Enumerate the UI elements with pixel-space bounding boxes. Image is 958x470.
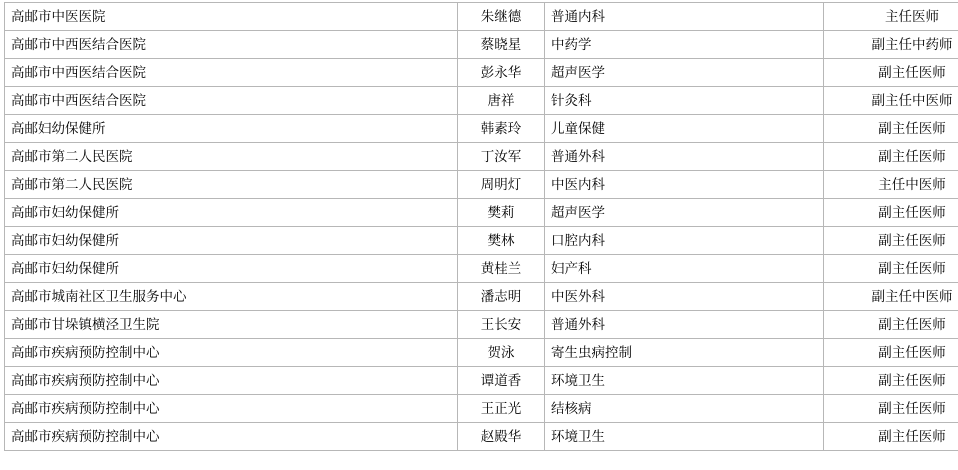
table-row <box>5 171 958 199</box>
cell-department: 针灸科 <box>545 87 824 115</box>
table-row <box>5 31 958 59</box>
table-row <box>5 227 958 255</box>
cell-title: 副主任医师 <box>824 395 958 423</box>
cell-title: 副主任中医师 <box>824 87 958 115</box>
cell-organization: 高邮市妇幼保健所 <box>5 227 458 255</box>
cell-name: 周明灯 <box>458 171 545 199</box>
cell-title: 副主任医师 <box>824 367 958 395</box>
cell-department: 环境卫生 <box>545 367 824 395</box>
cell-organization: 高邮市妇幼保健所 <box>5 199 458 227</box>
cell-title: 副主任医师 <box>824 143 958 171</box>
table-row <box>5 423 958 451</box>
cell-department: 结核病 <box>545 395 824 423</box>
cell-name: 樊林 <box>458 227 545 255</box>
cell-organization: 高邮市疾病预防控制中心 <box>5 339 458 367</box>
cell-name: 黄桂兰 <box>458 255 545 283</box>
cell-organization: 高邮市疾病预防控制中心 <box>5 395 458 423</box>
cell-title: 主任医师 <box>824 3 958 31</box>
cell-organization: 高邮市城南社区卫生服务中心 <box>5 283 458 311</box>
table-row <box>5 3 958 31</box>
table-row <box>5 367 958 395</box>
table-row <box>5 115 958 143</box>
cell-department: 儿童保健 <box>545 115 824 143</box>
cell-department: 超声医学 <box>545 59 824 87</box>
cell-name: 贺泳 <box>458 339 545 367</box>
cell-organization: 高邮市中西医结合医院 <box>5 59 458 87</box>
cell-name: 彭永华 <box>458 59 545 87</box>
table-body <box>5 3 958 451</box>
cell-title: 副主任医师 <box>824 311 958 339</box>
table-row <box>5 199 958 227</box>
cell-department: 普通内科 <box>545 3 824 31</box>
cell-organization: 高邮市第二人民医院 <box>5 143 458 171</box>
cell-title: 主任中医师 <box>824 171 958 199</box>
cell-department: 普通外科 <box>545 311 824 339</box>
cell-organization: 高邮市中西医结合医院 <box>5 31 458 59</box>
table-row <box>5 87 958 115</box>
cell-department: 寄生虫病控制 <box>545 339 824 367</box>
cell-title: 副主任医师 <box>824 227 958 255</box>
cell-title: 副主任中医师 <box>824 283 958 311</box>
cell-organization: 高邮市妇幼保健所 <box>5 255 458 283</box>
cell-department: 环境卫生 <box>545 423 824 451</box>
cell-title: 副主任医师 <box>824 339 958 367</box>
cell-title: 副主任中药师 <box>824 31 958 59</box>
cell-department: 普通外科 <box>545 143 824 171</box>
table-row <box>5 59 958 87</box>
personnel-table <box>4 2 958 451</box>
cell-name: 朱继德 <box>458 3 545 31</box>
cell-name: 潘志明 <box>458 283 545 311</box>
cell-organization: 高邮市甘垛镇横泾卫生院 <box>5 311 458 339</box>
cell-organization: 高邮妇幼保健所 <box>5 115 458 143</box>
cell-department: 妇产科 <box>545 255 824 283</box>
cell-organization: 高邮市中西医结合医院 <box>5 87 458 115</box>
table-row <box>5 255 958 283</box>
cell-organization: 高邮市第二人民医院 <box>5 171 458 199</box>
cell-department: 中医外科 <box>545 283 824 311</box>
cell-name: 赵殿华 <box>458 423 545 451</box>
cell-name: 蔡晓星 <box>458 31 545 59</box>
cell-title: 副主任医师 <box>824 423 958 451</box>
cell-organization: 高邮市中医医院 <box>5 3 458 31</box>
cell-department: 超声医学 <box>545 199 824 227</box>
cell-title: 副主任医师 <box>824 199 958 227</box>
cell-name: 王正光 <box>458 395 545 423</box>
cell-department: 口腔内科 <box>545 227 824 255</box>
table-row <box>5 143 958 171</box>
table-row <box>5 311 958 339</box>
cell-name: 唐祥 <box>458 87 545 115</box>
cell-name: 谭道香 <box>458 367 545 395</box>
cell-organization: 高邮市疾病预防控制中心 <box>5 423 458 451</box>
table-row <box>5 339 958 367</box>
cell-title: 副主任医师 <box>824 115 958 143</box>
cell-name: 丁汝军 <box>458 143 545 171</box>
table-row <box>5 283 958 311</box>
cell-organization: 高邮市疾病预防控制中心 <box>5 367 458 395</box>
cell-title: 副主任医师 <box>824 255 958 283</box>
table-row <box>5 395 958 423</box>
cell-title: 副主任医师 <box>824 59 958 87</box>
cell-department: 中医内科 <box>545 171 824 199</box>
cell-name: 王长安 <box>458 311 545 339</box>
cell-name: 韩素玲 <box>458 115 545 143</box>
cell-name: 樊莉 <box>458 199 545 227</box>
cell-department: 中药学 <box>545 31 824 59</box>
document-page <box>0 2 958 470</box>
